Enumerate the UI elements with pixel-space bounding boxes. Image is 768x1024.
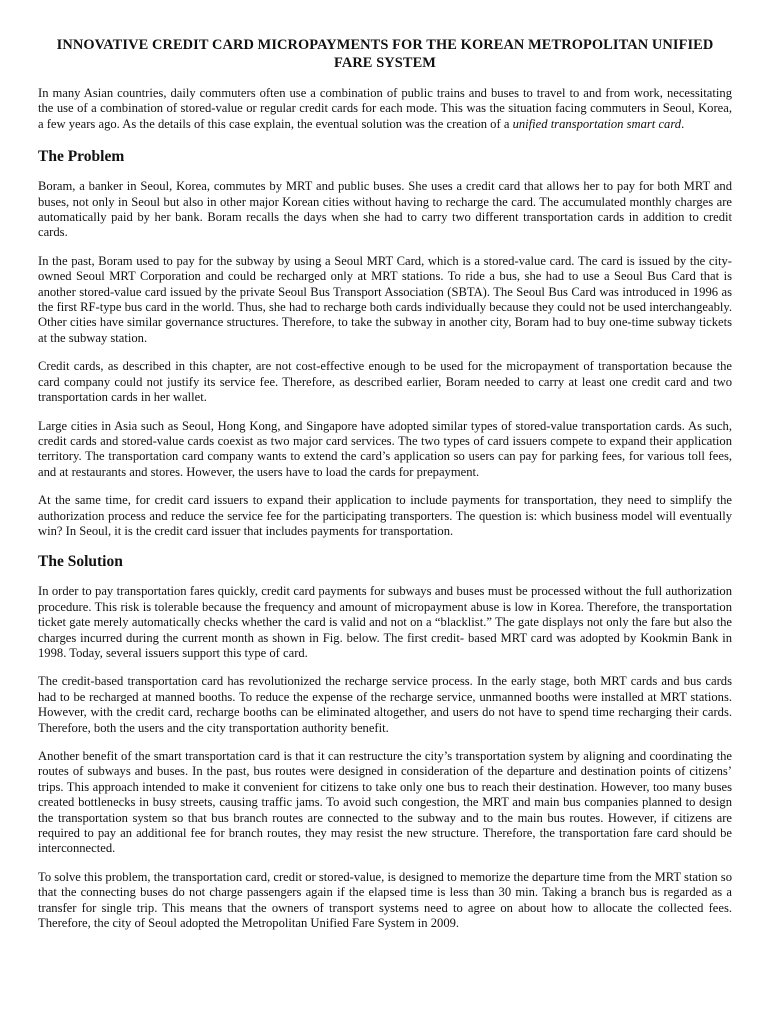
solution-paragraph: In order to pay transportation fares quickly, credit card payments for subways and buses must be processed without the full authorization procedure. This risk is tolerable because the frequency and amount of micropayment abuse is low in Korea. Therefore, the transportation ticket gate merely automatically checks whether the card is valid and not on a “blacklist.” The gate displays not only the fare but also the charges incurred during the current month as shown in Fig. below. The first credit- based MRT card was adopted by Kookmin Bank in 1998. Today, several issuers support this type of card. bbox=[38, 584, 732, 660]
intro-paragraph bbox=[38, 86, 732, 132]
solution-paragraph: The credit-based transportation card has revolutionized the recharge service process. In the early stage, both MRT cards and bus cards had to be recharged at manned booths. To reduce the expense of the recharge service, unmanned booths were installed at MRT stations. However, with the credit card, recharge booths can be eliminated altogether, and users do not have to spend time recharging their cards. Therefore, both the users and the city transportation authority benefit. bbox=[38, 674, 732, 735]
intro-text: In many Asian countries, daily commuters often use a combination of public trains and buses to travel to and from work, necessitating the use of a combination of stored-value or regular credit cards for each mode. This was the situation facing commuters in Seoul, Korea, a few years ago. As the details of this case explain, the eventual solution was the creation of a bbox=[38, 86, 732, 131]
document-page bbox=[38, 36, 732, 931]
problem-paragraph: At the same time, for credit card issuers to expand their application to include payments for transportation, they need to simplify the authorization process and reduce the service fee for the participating transporters. The question is: which business model will eventually win? In Seoul, it is the credit card issuer that includes payments for transportation. bbox=[38, 493, 732, 538]
solution-paragraph: To solve this problem, the transportation card, credit or stored-value, is designed to memorize the departure time from the MRT station so that the connecting buses do not charge passengers again if the elapsed time is less than 30 min. Taking a branch bus is regarded as a transfer for single trip. This means that the owners of transport systems need to agree on about how to allocate the collected fees. Therefore, the city of Seoul adopted the Metropolitan Unified Fare System in 2009. bbox=[38, 869, 732, 931]
section-heading-problem: The Problem bbox=[38, 148, 125, 166]
section-heading-solution: The Solution bbox=[38, 553, 123, 571]
problem-paragraph: Boram, a banker in Seoul, Korea, commutes by MRT and public buses. She uses a credit card that allows her to pay for both MRT and buses, not only in Seoul but also in other major Korean cities without having to recharge the card. The accumulated monthly charges are automatically paid by her bank. Boram recalls the days when she had to carry two different transportation cards in addition to credit cards. bbox=[38, 179, 732, 240]
intro-emphasis: unified transportation smart card bbox=[512, 116, 682, 131]
problem-paragraph: Credit cards, as described in this chapter, are not cost-effective enough to be used for the micropayment of transportation because the card company could not justify its service fee. Therefore, as described earlier, Boram needed to carry at least one credit card and two transportation cards in her wallet. bbox=[38, 359, 732, 405]
problem-paragraph: Large cities in Asia such as Seoul, Hong Kong, and Singapore have adopted similar types of stored-value transportation cards. As such, credit cards and stored-value cards coexist as two major card services. The two types of card issuers compete to expand their application territory. The transportation card company wants to extend the card’s application so users can pay for parking fees, for various toll fees, and at restaurants and stores. However, the users have to load the cards for prepayment. bbox=[38, 418, 732, 479]
problem-paragraph: In the past, Boram used to pay for the subway by using a Seoul MRT Card, which is a stored-value card. The card is issued by the city-owned Seoul MRT Corporation and could be recharged only at MRT stations. To ride a bus, she had to use a Seoul Bus Card that is another stored-value card issued by the private Seoul Bus Transport Association (SBTA). The Seoul Bus Card was introduced in 1996 as the first RF-type bus card in the world. Thus, she had to recharge both cards individually because they could not be used interchangeably. Other cities have similar governance structures. Therefore, to take the subway in another city, Boram had to buy one-time subway tickets at the subway station. bbox=[38, 253, 732, 345]
document-title: INNOVATIVE CREDIT CARD MICROPAYMENTS FOR THE KOREAN METROPOLITAN UNIFIED FARE SYSTEM bbox=[56, 37, 714, 71]
intro-text-end: . bbox=[681, 116, 685, 131]
solution-paragraph: Another benefit of the smart transportation card is that it can restructure the city’s transportation system by aligning and coordinating the routes of subways and buses. In the past, bus routes were designed in consideration of the departure and destination points of citizens’ trips. This approach intended to make it convenient for citizens to take only one bus to reach their destination. However, too many buses created bottlenecks in busy streets, causing traffic jams. To avoid such congestion, the MRT and main bus companies planned to design the transportation system so that bus branch routes are connected to the subway and to the main bus routes. However, if citizens are required to pay an additional fee for branch routes, they may resist the new structure. Therefore, the transportation fare card should be interconnected. bbox=[38, 749, 732, 856]
